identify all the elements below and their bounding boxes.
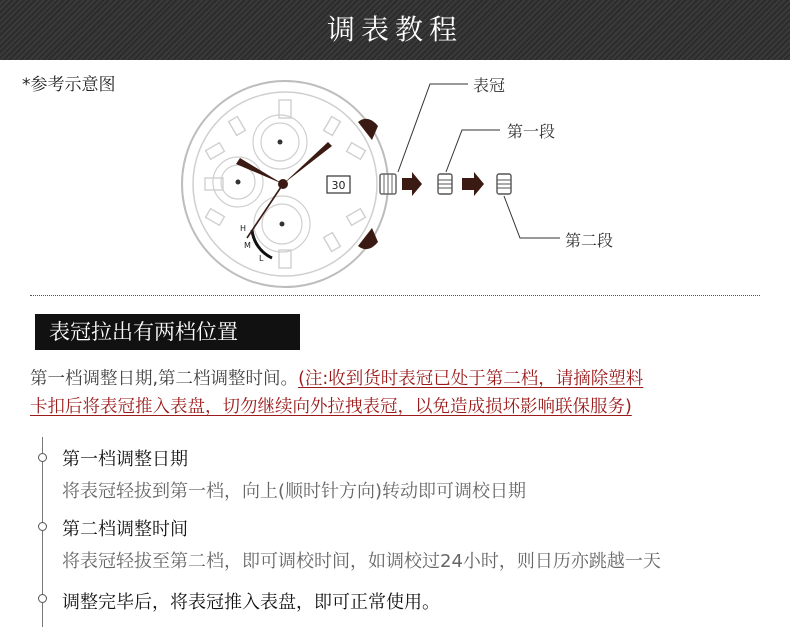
step-2-title: 第二档调整时间 (62, 519, 188, 540)
mark-l: L (259, 254, 264, 263)
mark-m: M (244, 241, 251, 250)
intro-text: 第一档调整日期,第二档调整时间。 (30, 369, 299, 389)
arrow-icon (462, 172, 484, 196)
date-value: 30 (331, 179, 346, 192)
step-2-description: 将表冠轻拔至第二档，即可调校时间，如调校过24小时，则日历亦跳越一天 (62, 551, 661, 572)
timeline-dot (38, 594, 47, 603)
warning-note-line2: 卡扣后将表冠推入表盘，切勿继续向外拉拽表冠，以免造成损坏影响联保服务) (30, 397, 632, 417)
dotted-divider (30, 295, 760, 296)
header-banner (0, 0, 790, 60)
intro-paragraph (30, 365, 770, 421)
page-title: 调表教程 (326, 13, 463, 46)
section-heading: 表冠拉出有两档位置 (35, 314, 300, 350)
warning-note-line1: (注:收到货时表冠已处于第二档，请摘除塑料 (298, 369, 644, 389)
mark-h: H (240, 224, 247, 233)
timeline-dot (38, 522, 47, 531)
first-position-leader-line (446, 130, 500, 172)
watch-diagram (0, 60, 790, 295)
hand-pivot (278, 179, 288, 189)
step-1-description: 将表冠轻拔到第一档，向上(顺时针方向)转动即可调校日期 (62, 481, 527, 502)
step-3-title: 调整完毕后，将表冠推入表盘，即可正常使用。 (62, 592, 440, 613)
second-position-label: 第二段 (565, 231, 614, 250)
arrow-icon (402, 172, 422, 196)
timeline-dot (38, 453, 47, 462)
steps-timeline (42, 437, 43, 627)
step-1-title: 第一档调整日期 (62, 449, 188, 470)
watch-illustration (0, 60, 790, 295)
crown-leader-line (398, 84, 468, 172)
reference-label: *参考示意图 (22, 75, 116, 95)
first-position-label: 第一段 (507, 122, 556, 141)
second-position-leader-line (504, 196, 560, 238)
crown-label: 表冠 (473, 76, 506, 95)
